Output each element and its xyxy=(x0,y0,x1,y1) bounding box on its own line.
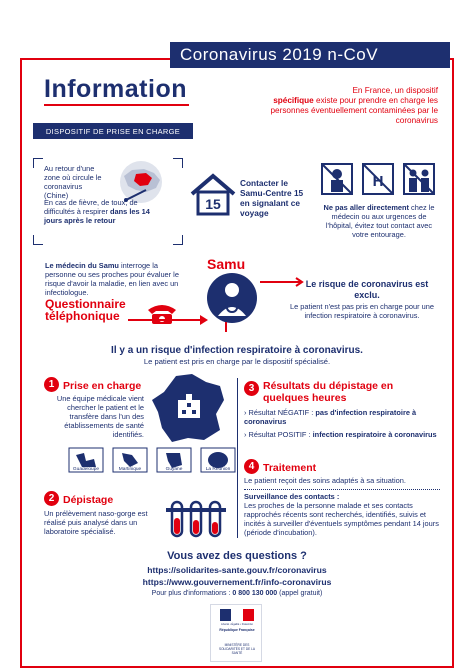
donot-text: Ne pas aller directement chez le médecin ou aux urgences de l'hôpital, évitez tout contact avec votre entourage. xyxy=(323,203,435,239)
step4-text: Le patient reçoit des soins adaptés à sa situation. xyxy=(244,476,406,485)
corner xyxy=(33,235,43,245)
column-divider xyxy=(237,378,238,538)
house-15-icon xyxy=(188,172,238,218)
test-tubes-icon xyxy=(166,500,226,540)
samu-title: Samu xyxy=(207,256,246,272)
step3-title: 3 Résultats du dépistage en quelques heures xyxy=(244,380,444,404)
step3-positive: › Résultat POSITIF : infection respiratoire à coronavirus xyxy=(244,430,437,439)
ministry-logo: Liberté • Égalité • Fraternité République Française MINISTÈRE DES SOLIDARITÉS ET DE LA SANTÉ xyxy=(210,604,262,662)
surveillance-text: Les proches de la personne malade et ses contacts rapprochés récents sont recherchés, identifiés, suivis et incités à surveiller d'éventuels symptômes pendant 14 jours (période d'incubation). xyxy=(244,501,439,537)
flag-logo xyxy=(220,609,254,621)
corner xyxy=(173,235,183,245)
title-underline xyxy=(44,104,189,106)
corner xyxy=(33,158,43,168)
territories-maps xyxy=(68,447,238,479)
step1-text: Une équipe médicale vient chercher le patient et le transfère dans l'un des établissements de santé identifiés. xyxy=(56,394,144,439)
dotted-separator xyxy=(244,489,440,490)
step1-title: 1 Prise en charge xyxy=(44,376,141,394)
info-title: Information xyxy=(44,75,187,103)
samu-arrows xyxy=(188,266,448,336)
phone-icon xyxy=(146,302,178,326)
samu-doctor-text: Le médecin du Samu interroge la personne ou ses proches pour évaluer le risque d'avoir la maladie, en lien avec un infectiologue. xyxy=(45,261,179,297)
step4-title: 4 Traitement xyxy=(244,458,316,476)
svg-text:H: H xyxy=(372,173,384,190)
corner xyxy=(173,158,183,168)
arrow-head xyxy=(200,315,208,325)
infection-subtitle: Le patient est pris en charge par le dispositif spécialisé. xyxy=(143,357,331,366)
phone-arrow xyxy=(128,319,206,321)
questionnaire-title: Questionnaire téléphonique xyxy=(45,297,126,323)
risk-excluded: Le risque de coronavirus est exclu. xyxy=(305,279,429,300)
step2-text: Un prélèvement naso-gorge est réalisé puis analysé dans un laboratoire spécialisé. xyxy=(44,509,148,536)
infection-title: Il y a un risque d'infection respiratoire à coronavirus. xyxy=(111,345,363,356)
intro-text: En France, un dispositif spécifique existe pour prendre en charge les personnes éventuellement contaminées par le coronavirus xyxy=(270,86,438,125)
header-title: Coronavirus 2019 n-CoV xyxy=(170,42,450,68)
surveillance-title: Surveillance des contacts : xyxy=(244,492,340,501)
link-solidarites-sante[interactable]: https://solidarites-sante.gouv.fr/coronavirus xyxy=(147,565,327,575)
step3-negative: › Résultat NÉGATIF : pas d'infection respiratoire à coronavirus xyxy=(244,408,417,426)
link-gouvernement[interactable]: https://www.gouvernement.fr/info-coronavirus xyxy=(142,577,332,587)
svg-text:15: 15 xyxy=(205,196,221,212)
dispositif-band: DISPOSITIF DE PRISE EN CHARGE xyxy=(33,123,193,139)
france-map-icon xyxy=(148,372,230,444)
footer-question: Vous avez des questions ? xyxy=(167,550,307,562)
china-text: Au retour d'une zone où circule le coronavirus (Chine) xyxy=(44,164,102,200)
step2-title: 2 Dépistage xyxy=(44,490,113,508)
contact-samu-text: Contacter le Samu-Centre 15 en signalant ce voyage xyxy=(240,178,304,218)
fever-text: En cas de fièvre, de toux, de difficultés à respirer dans les 14 jours après le retour xyxy=(44,198,150,225)
no-doctor-hospital-crowd-icons xyxy=(320,162,438,196)
risk-excluded-detail: Le patient n'est pas pris en charge pour une infection respiratoire à coronavirus. xyxy=(290,302,434,320)
phone-info: Pour plus d'informations : 0 800 130 000 (appel gratuit) xyxy=(151,590,323,597)
